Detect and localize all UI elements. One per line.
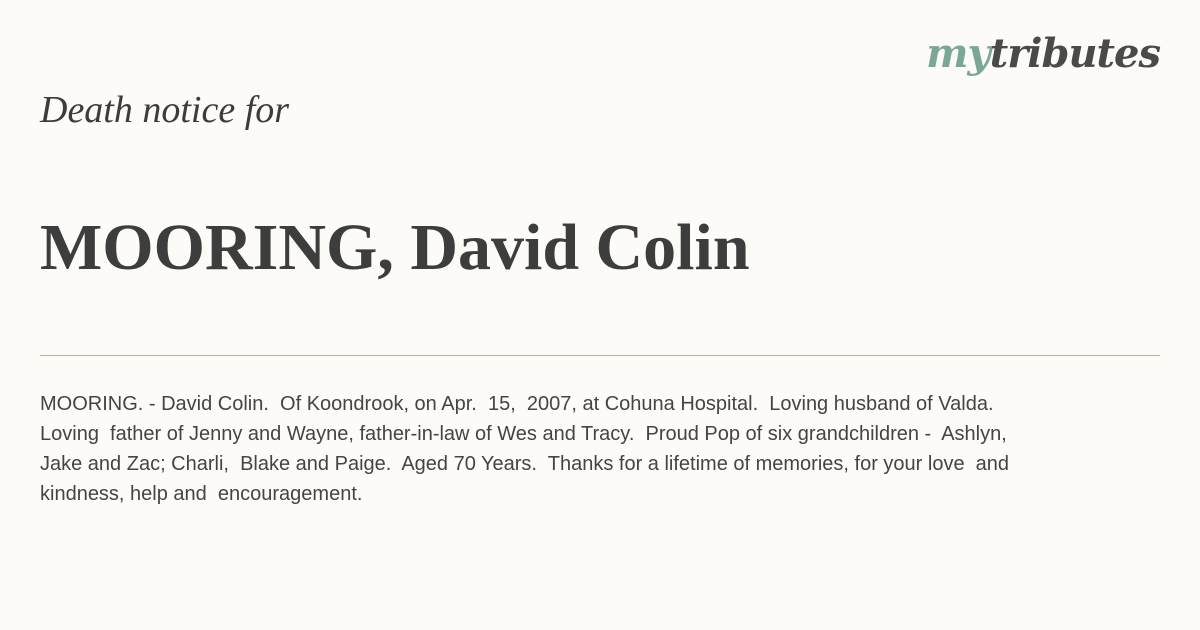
page-subtitle: Death notice for <box>40 89 290 131</box>
notice-text: MOORING. - David Colin. Of Koondrook, on Apr. 15, 2007, at Cohuna Hospital. Loving husband of Valda. Loving father of Jenny and Wayne, father-in-law of Wes and Tracy. Proud Pop of six grandchildren - Ashlyn, Jake and Zac; Charli, Blake and Paige. Aged 70 Years. Thanks for a lifetime of memories, for your love and kindness, help and encouragement. <box>40 393 1010 505</box>
logo-my-text: my <box>926 30 990 77</box>
mytributes-logo[interactable] <box>926 30 1160 77</box>
logo-tributes-text: tributes <box>989 30 1160 77</box>
deceased-name: MOORING, David Colin <box>40 211 750 284</box>
divider <box>40 355 1160 356</box>
